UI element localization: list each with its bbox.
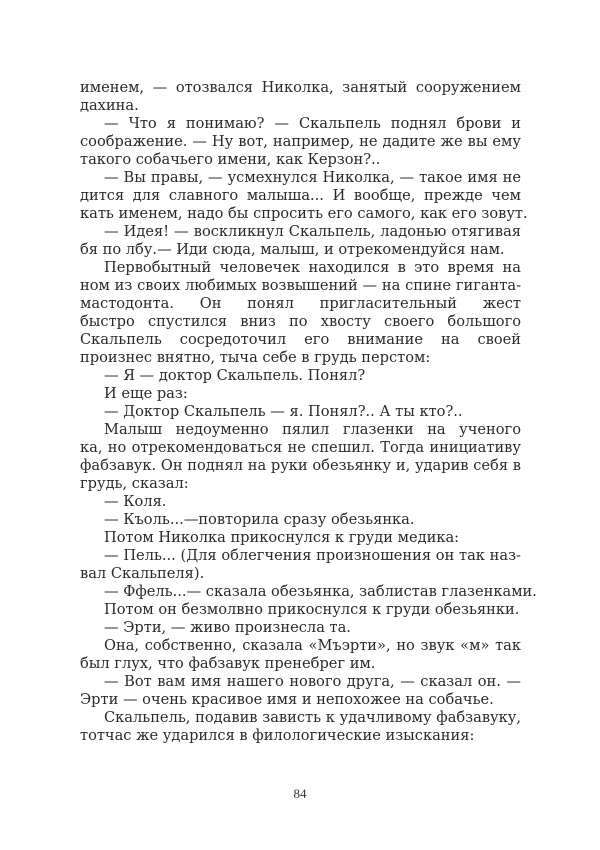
text-line: — Ффель...— сказала обезьянка, заблистав глазенками.	[104, 583, 537, 600]
text-line: именем, — отозвался Николка, занятый сооружением	[80, 79, 521, 96]
paragraph	[80, 115, 521, 169]
text-line: — Идея! — воскликнул Скальпель, ладонью отягивая	[104, 223, 521, 240]
text-line: — Пель... (Для облегчения произношения он так наз-	[104, 547, 521, 564]
paragraph	[80, 259, 521, 367]
text-line: — Коля.	[104, 493, 167, 510]
book-page-text	[80, 79, 537, 745]
text-line: — Я — доктор Скальпель. Понял?	[104, 367, 366, 384]
paragraph	[80, 529, 521, 547]
paragraph	[80, 547, 521, 583]
text-line: быстро спустился вниз по хвосту своего большого	[80, 313, 521, 330]
text-line: — Вот вам имя нашего нового друга, — сказал он. —	[104, 673, 521, 690]
text-line: ном из своих любимых возвышений — на спине гиганта-	[80, 277, 521, 294]
text-line: соображение. — Ну вот, например, не дадите же вы ему	[80, 133, 521, 150]
paragraph	[80, 385, 521, 403]
text-line: — Къоль...—повторила сразу обезьянка.	[104, 511, 415, 528]
text-line: дится для славного малыша... И вообще, прежде чем	[80, 187, 521, 204]
text-line: ка, но отрекомендоваться не спешил. Тогда инициативу	[80, 439, 521, 456]
text-line: фабзавук. Он поднял на руки обезьянку и, ударив себя в	[80, 457, 521, 474]
paragraph	[80, 403, 521, 421]
text-line: Потом Николка прикоснулся к груди медика:	[104, 529, 460, 546]
text-line: Первобытный человечек находился в это время на	[104, 259, 521, 276]
paragraph	[80, 223, 521, 259]
text-line: — Доктор Скальпель — я. Понял?.. А ты кто?..	[104, 403, 463, 420]
text-line: И еще раз:	[104, 385, 188, 402]
paragraph	[80, 79, 521, 115]
page-number: 84	[293, 786, 307, 801]
text-line: Потом он безмолвно прикоснулся к груди обезьянки.	[104, 601, 520, 618]
text-line: бя по лбу.— Иди сюда, малыш, и отрекомендуйся нам.	[80, 241, 505, 258]
paragraph	[80, 493, 521, 511]
text-line: вал Скальпеля).	[80, 565, 205, 582]
paragraph	[80, 673, 521, 709]
text-line: Эрти — очень красивое имя и непохожее на собачье.	[80, 691, 494, 708]
paragraph	[80, 511, 521, 529]
text-line: дахина.	[80, 97, 139, 114]
paragraph	[80, 367, 521, 385]
text-line: произнес внятно, тыча себе в грудь перстом:	[80, 349, 431, 366]
paragraph	[80, 619, 521, 637]
paragraph	[80, 421, 521, 493]
text-line: — Что я понимаю? — Скальпель поднял брови и	[104, 115, 521, 132]
paragraph	[80, 709, 521, 745]
paragraph	[80, 169, 528, 223]
text-line: Она, собственно, сказала «Мъэрти», но звук «м» так	[104, 637, 521, 654]
text-line: такого собачьего имени, как Керзон?..	[80, 151, 381, 168]
text-line: Скальпель сосредоточил его внимание на своей	[80, 331, 521, 348]
paragraph	[80, 601, 521, 619]
text-line: кать именем, надо бы спросить его самого, как его зовут.	[80, 205, 528, 222]
text-line: — Вы правы, — усмехнулся Николка, — такое имя не	[104, 169, 521, 186]
text-line: был глух, что фабзавук пренебрег им.	[80, 655, 376, 672]
text-line: Скальпель, подавив зависть к удачливому фабзавуку,	[104, 709, 521, 726]
text-line: тотчас же ударился в филологические изыскания:	[80, 727, 475, 744]
text-line: — Эрти, — живо произнесла та.	[104, 619, 351, 636]
text-line: мастодонта. Он понял пригласительный жест	[80, 295, 521, 312]
paragraph	[80, 637, 521, 673]
paragraph	[80, 583, 537, 601]
text-line: грудь, сказал:	[80, 475, 189, 492]
text-line: Малыш недоуменно пялил глазенки на ученого	[104, 421, 521, 438]
